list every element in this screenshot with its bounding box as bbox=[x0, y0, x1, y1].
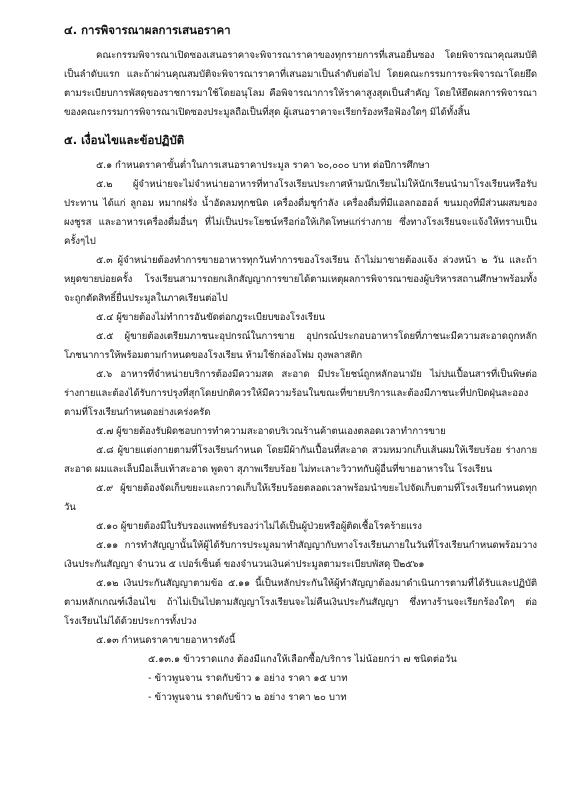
clause-5-13: ๕.๑๓ กำหนดราคาขายอาหารดังนี้ bbox=[96, 635, 236, 646]
price-item-one-dish: - ข้าวพูนจาน ราดกับข้าว ๑ อย่าง ราคา ๑๕ บาท bbox=[148, 673, 348, 684]
clause-5-4: ๕.๔ ผู้ขายต้องไม่ทำการอันขัดต่อกฎระเบียบของโรงเรียน bbox=[96, 312, 325, 323]
clause-5-7: ๕.๗ ผู้ขายต้องรับผิดชอบการทำความสะอาดบริเวณร้านค้าตนเองตลอดเวลาทำการขาย bbox=[96, 426, 446, 437]
clause-5-9: ๕.๙ ผู้ขายต้องจัดเก็บขยะและกวาดเก็บให้เรียบร้อยตลอดเวลาพร้อมนำขยะไปจัดเก็บตามที่โรงเรียนกำหนดทุกวัน bbox=[64, 483, 537, 513]
clause-5-8: ๕.๘ ผู้ขายแต่งกายตามที่โรงเรียนกำหนด โดยมีผ้ากันเปื้อนที่สะอาด สวมหมวกเก็บเส้นผมให้เรียบร้อย ร่างกายสะอาด ผมและเล็บมือเล็บเท้าสะอาด พูดจา สุภาพเรียบร้อย ไม่ทะเลาะวิวาทกับผู้อื่นที่ขายอาหารใน โรงเรียน bbox=[64, 445, 537, 475]
clause-5-1: ๕.๑ กำหนดราคาขั้นต่ำในการเสนอราคาประมูล ราคา ๖๐,๐๐๐ บาท ต่อปีการศึกษา bbox=[96, 160, 430, 171]
clause-5-10: ๕.๑๐ ผู้ขายต้องมีใบรับรองแพทย์รับรองว่าไม่ได้เป็นผู้ป่วยหรือผู้ติดเชื้อโรคร้ายแรง bbox=[96, 521, 422, 532]
clause-5-6: ๕.๖ อาหารที่จำหน่ายบริการต้องมีความสด สะอาด มีประโยชน์ถูกหลักอนามัย ไม่ปนเปื้อนสารที่เป็นพิษต่อร่างกายและต้องได้รับการปรุงที่สุกโดยปกติควรให้มีความร้อนในขณะที่ขายบริการและต้องมีภาชนะที่ปกปิดฝุ่นละอองตามที่โรงเรียนกำหนดอย่างเคร่งครัด bbox=[64, 369, 537, 418]
clause-5-13-1: ๕.๑๓.๑ ข้าวราดแกง ต้องมีแกงให้เลือกซื้อ/บริการ ไม่น้อยกว่า ๗ ชนิดต่อวัน bbox=[148, 654, 457, 665]
price-item-two-dishes: - ข้าวพูนจาน ราดกับข้าว ๒ อย่าง ราคา ๒๐ บาท bbox=[148, 692, 347, 703]
section-5-heading: ๕. เงื่อนไขและข้อปฏิบัติ bbox=[64, 133, 185, 147]
clause-5-11: ๕.๑๑ การทำสัญญานั้นให้ผู้ได้รับการประมูลมาทำสัญญากับทางโรงเรียนภายในวันที่โรงเรียนกำหนดพร้อมวางเงินประกันสัญญา จำนวน ๕ เปอร์เซ็นต์ ของจำนวนเงินค่าประมูลตามระเบียบพัสดุ ปี๒๕๖๑ bbox=[64, 540, 537, 570]
section-4-heading: ๔. การพิจารณาผลการเสนอราคา bbox=[64, 23, 231, 37]
section-4-paragraph: คณะกรรมพิจารณาเปิดซองเสนอราคาจะพิจารณาราคาของทุกรายการที่เสนอยื่นซอง โดยพิจารณาคุณสมบัติเป็นลำดับแรก และถ้าผ่านคุณสมบัติจะพิจารณาราคาที่เสนอมาเป็นลำดับต่อไป โดยคณะกรรมการจะพิจารณาโดยยึดตามระเบียบการพัสดุของราชการมาใช้โดยอนุโลม คือพิจารณาการให้ราคาสูงสุดเป็นสำคัญ โดยให้ยึดผลการพิจารณาของคณะกรรมการพิจารณาเปิดซองประมูลถือเป็นที่สุด ผู้เสนอราคาจะเรียกร้องหรือฟ้องใดๆ มิได้ทั้งสิ้น bbox=[64, 50, 537, 118]
clause-5-2: ๕.๒ ผู้จำหน่ายจะไม่จำหน่ายอาหารที่ทางโรงเรียนประกาศห้ามนักเรียนไม่ให้นักเรียนนำมาโรงเรียนหรือรับประทาน ได้แก่ ลูกอม หมากฝรั่ง น้ำอัดลมทุกชนิด เครื่องดื่มชูกำลัง เครื่องดื่มที่มีแอลกอฮอล์ ขนมถุงที่มีส่วนผสมของผงชูรส และอาหารเครื่องดื่มอื่นๆ ที่ไม่เป็นประโยชน์หรือก่อให้เกิดโทษแก่ร่างกาย ซึ่งทางโรงเรียนจะแจ้งให้ทราบเป็นครั้งๆไป bbox=[64, 179, 537, 247]
clause-5-12: ๕.๑๒ เงินประกันสัญญาตามข้อ ๕.๑๑ นี้เป็นหลักประกันให้ผู้ทำสัญญาต้องมาดำเนินการตามที่ได้รับและปฏิบัติตามหลักเกณฑ์เงื่อนไข ถ้าไม่เป็นไปตามสัญญาโรงเรียนจะไม่คืนเงินประกันสัญญา ซึ่งทางร้านจะเรียกร้องใดๆ ต่อโรงเรียนไม่ได้ด้วยประการทั้งปวง bbox=[64, 578, 537, 627]
clause-5-5: ๕.๕ ผู้ขายต้องเตรียมภาชนะอุปกรณ์ในการขาย อุปกรณ์ประกอบอาหารโดยที่ภาชนะมีความสะอาดถูกหลักโภชนาการให้พร้อมตามกำหนดของโรงเรียน ห้ามใช้กล่องโฟม ถุงพลาสติก bbox=[64, 331, 537, 361]
clause-5-3: ๕.๓ ผู้จำหน่ายต้องทำการขายอาหารทุกวันทำการของโรงเรียน ถ้าไม่มาขายต้องแจ้ง ล่วงหน้า ๒ วัน และถ้าหยุดขายบ่อยครั้ง โรงเรียนสามารถยกเลิกสัญญาการขายได้ตามเหตุผลการพิจารณาของผู้บริหารสถานศึกษาพร้อมทั้งจะถูกตัดสิทธิ์ยื่นประมูลในภาคเรียนต่อไป bbox=[64, 255, 537, 304]
